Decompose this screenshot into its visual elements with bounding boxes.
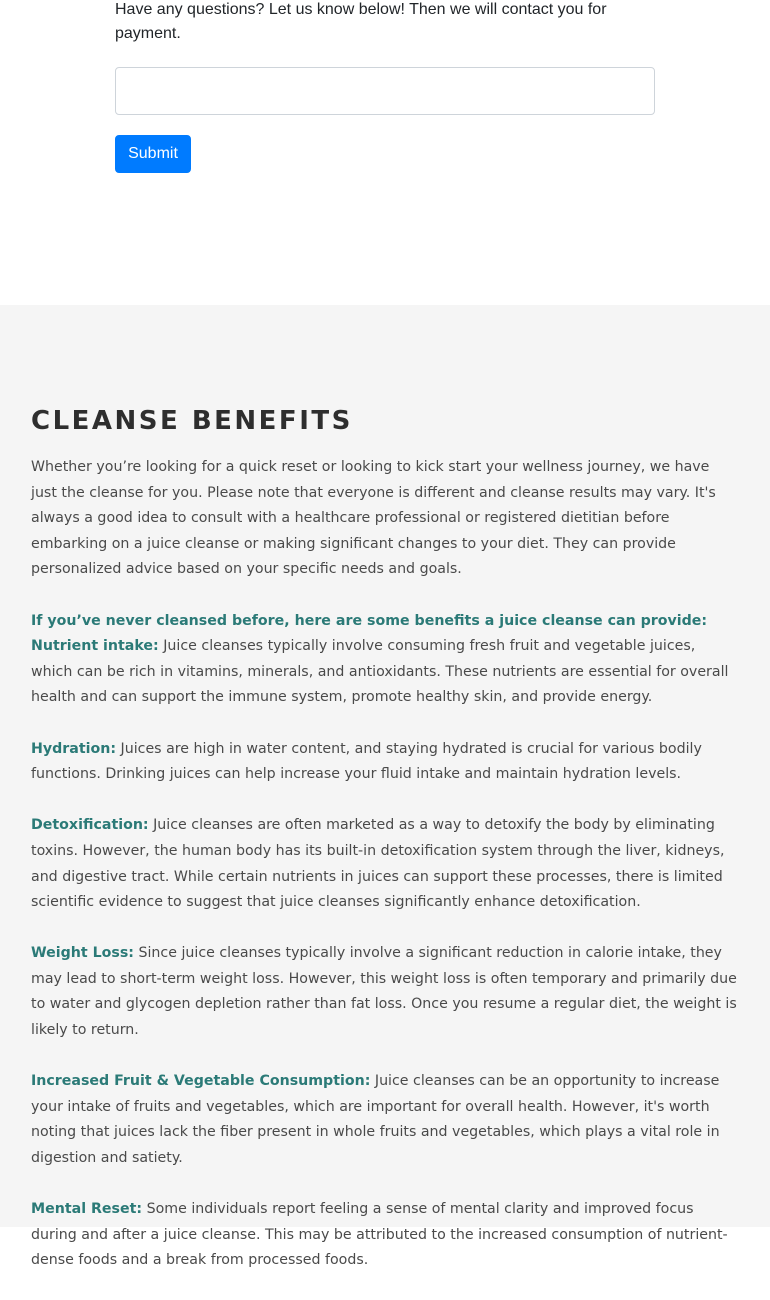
benefit-text: Juice cleanses are often marketed as a way to detoxify the body by eliminating toxins. However, the human body has its built-in detoxification system through the liver, kidneys, and digestive tract. While certain nutrients in juices can support these processes, there is limited scientific evidence to suggest that juice cleanses significantly enhance detoxification. — [31, 817, 725, 911]
benefit-text: Juices are high in water content, and staying hydrated is crucial for various bodily functions. Drinking juices can help increase your fluid intake and maintain hydration levels. — [31, 740, 702, 783]
question-input[interactable] — [115, 67, 655, 115]
benefits-content — [31, 401, 739, 1300]
benefit-title: Hydration: — [31, 740, 117, 757]
benefit-item-detoxification — [31, 813, 739, 915]
submit-button[interactable]: Submit — [115, 135, 191, 173]
benefit-text: Since juice cleanses typically involve a significant reduction in calorie intake, they may lead to short-term weight loss. However, this weight loss is often temporary and primarily due to water and glycogen depletion rather than fat loss. Once you resume a regular diet, the weight is likely to return. — [31, 945, 737, 1039]
contact-question-text: Have any questions? Let us know below! Then we will contact you for payment. — [115, 1, 607, 42]
section-heading: CLEANSE BENEFITS — [31, 406, 353, 436]
benefit-item-mental-reset — [31, 1197, 739, 1274]
benefit-text: Juice cleanses typically involve consuming fresh fruit and vegetable juices, which can be rich in vitamins, minerals, and antioxidants. These nutrients are essential for overall health and can support the immune system, promote healthy skin, and provide energy. — [31, 638, 729, 706]
contact-section — [0, 0, 770, 305]
benefit-title: Increased Fruit & Vegetable Consumption: — [31, 1073, 371, 1090]
benefit-text: Some individuals report feeling a sense of mental clarity and improved focus during and after a juice cleanse. This may be attributed to the increased consumption of nutrient-dense foods and a break from processed foods. — [31, 1201, 728, 1269]
benefit-title: Weight Loss: — [31, 945, 134, 962]
benefit-text: Juice cleanses can be an opportunity to increase your intake of fruits and vegetables, which are important for overall health. However, it's worth noting that juices lack the fiber present in whole fruits and vegetables, which plays a vital role in digestion and satiety. — [31, 1073, 720, 1167]
benefit-item-hydration — [31, 737, 739, 788]
benefit-title: Nutrient intake: — [31, 638, 159, 655]
benefit-title: Mental Reset: — [31, 1201, 143, 1218]
benefit-title: Detoxification: — [31, 817, 149, 834]
benefits-lead: If you’ve never cleansed before, here are some benefits a juice cleanse can provide: — [31, 612, 708, 629]
benefits-intro: Whether you’re looking for a quick reset or looking to kick start your wellness journey, we have just the cleanse for you. Please note that everyone is different and cleanse results may vary. It's always a good idea to consult with a healthcare professional or registered dietitian before embarking on a juice cleanse or making significant changes to your diet. They can provide personalized advice based on your specific needs and goals. — [31, 459, 716, 578]
benefit-item-nutrient-intake — [31, 609, 739, 711]
cleanse-benefits-section — [0, 305, 770, 1269]
benefit-item-weight-loss — [31, 941, 739, 1043]
benefit-item-fruit-vegetable — [31, 1069, 739, 1171]
